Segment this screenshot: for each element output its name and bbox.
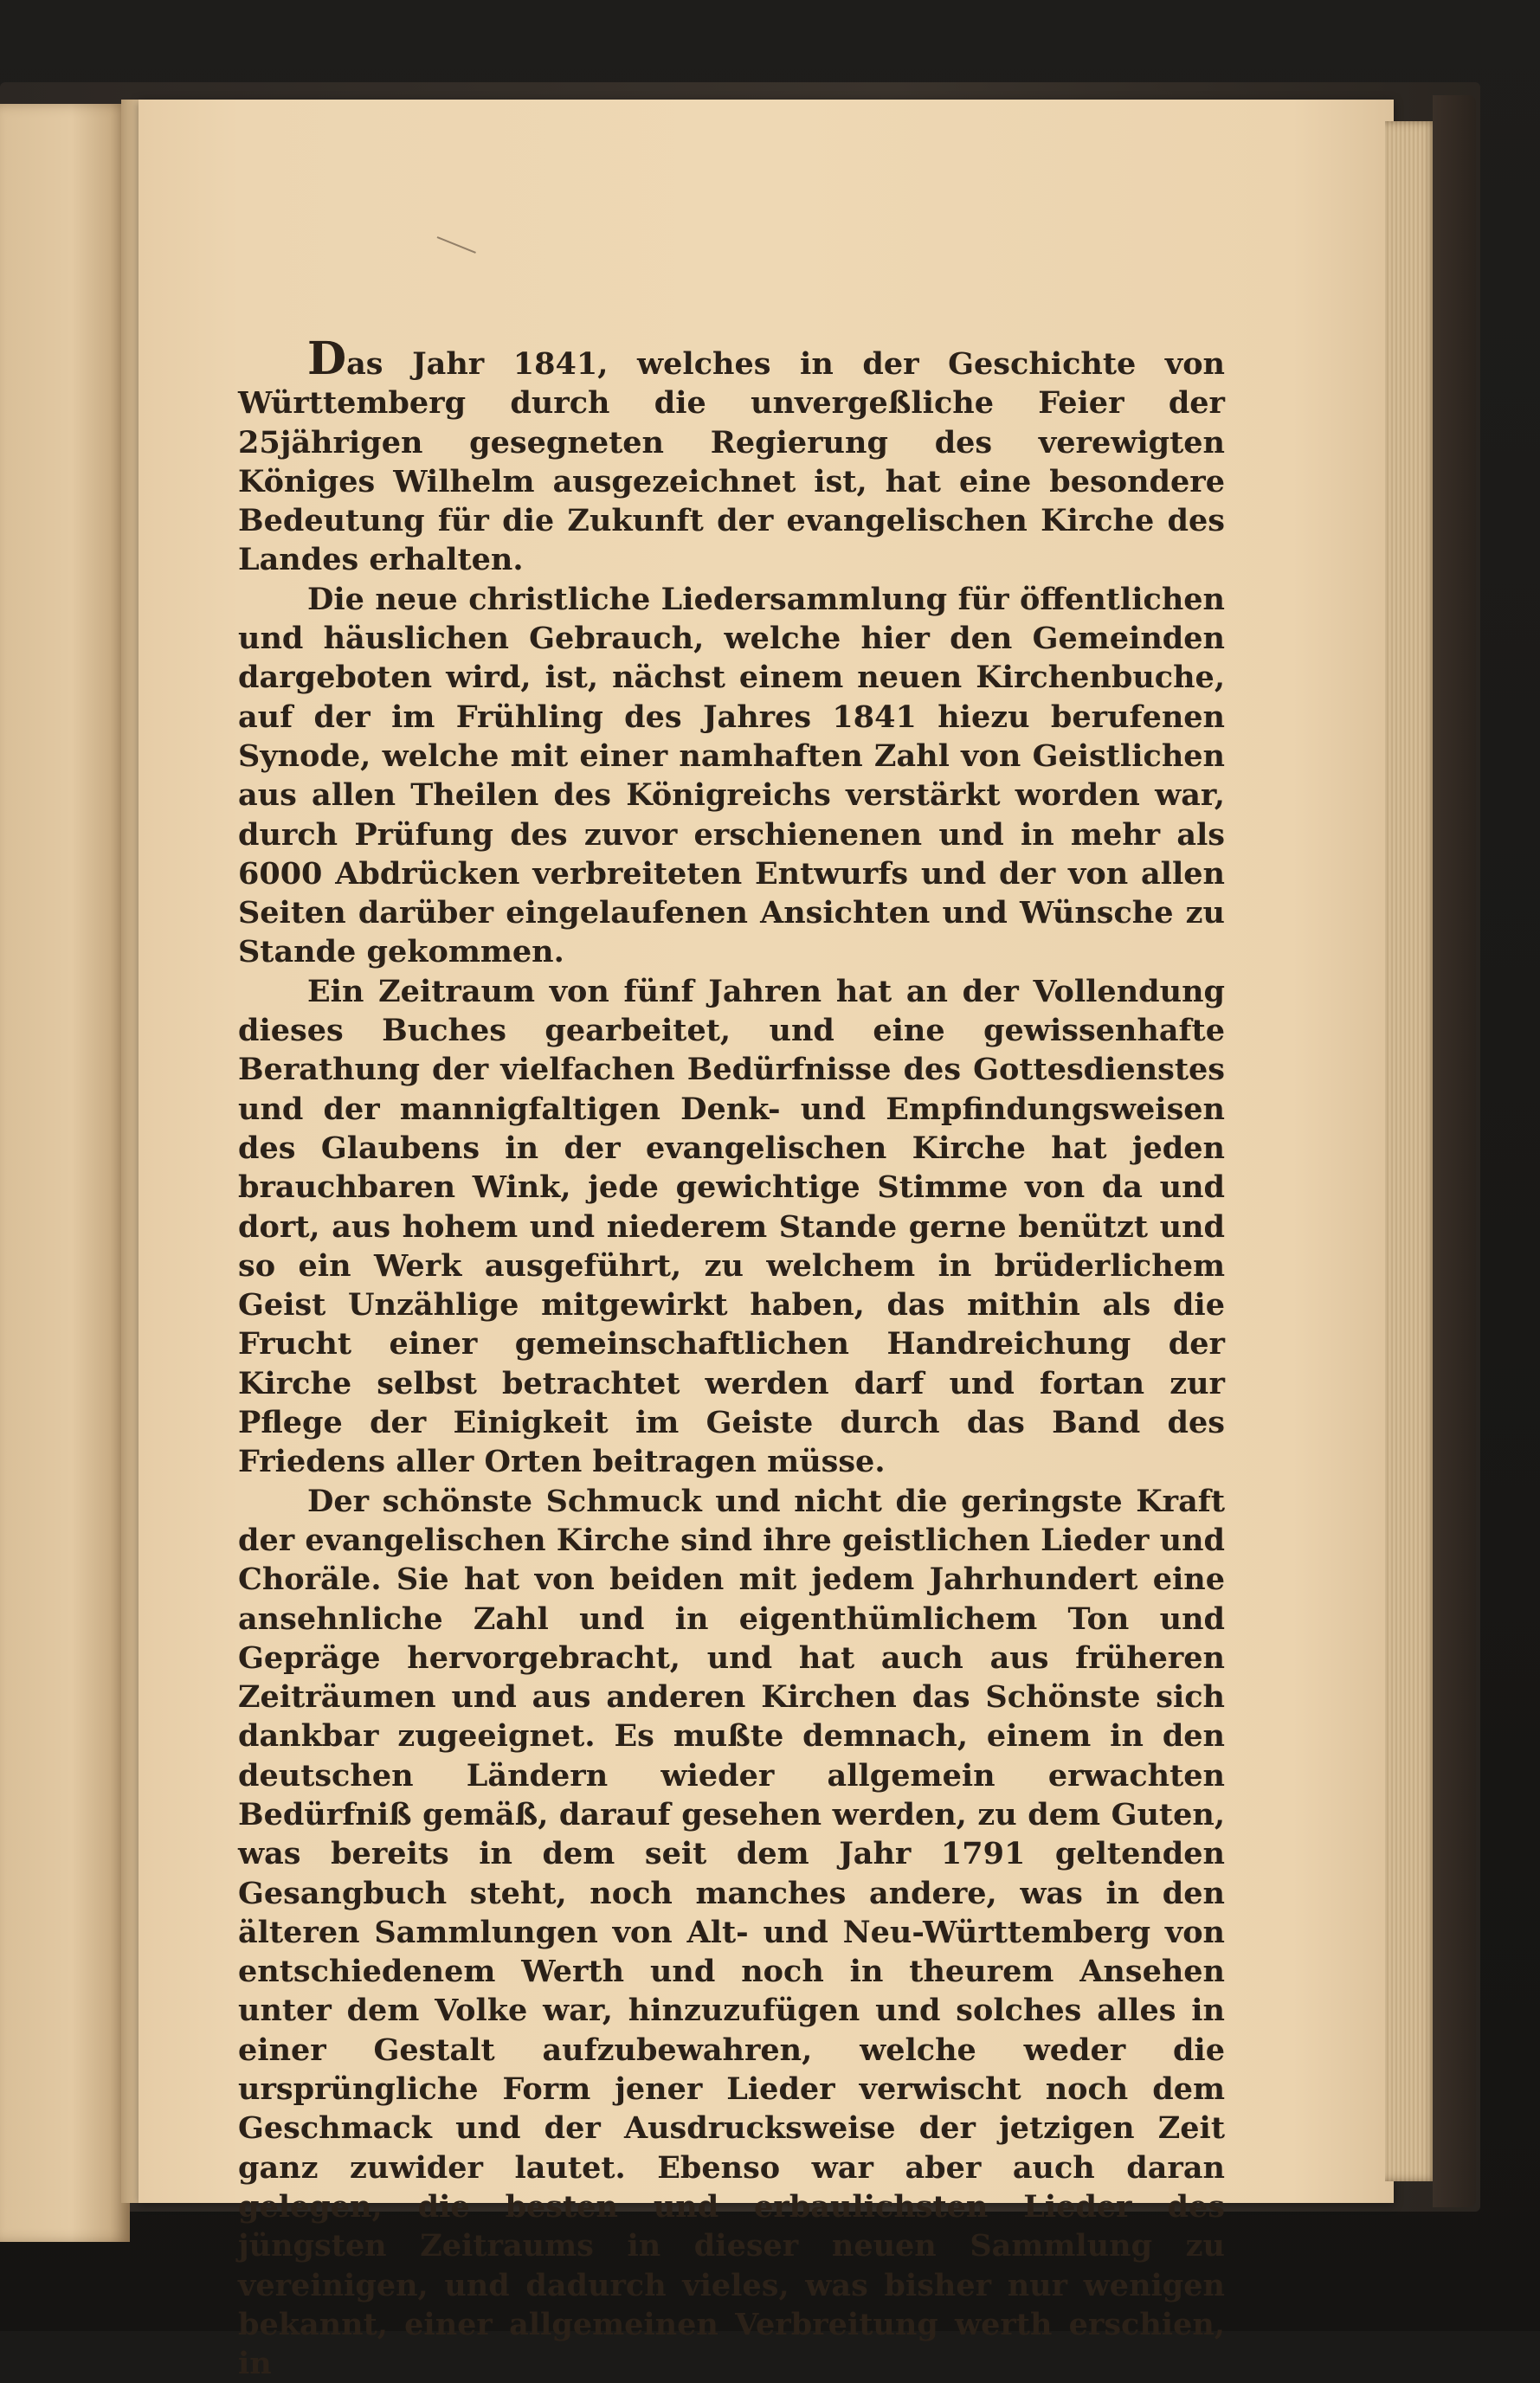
paragraph-4: Der schönste Schmuck und nicht die geringste Kraft der evangelischen Kirche sind ihre geistlichen Lieder und Choräle. Sie hat von beiden mit jedem Jahrhundert eine ansehnliche Zahl und in eigenthümlichem Ton und Gepräge hervorgebracht, und hat auch aus früheren Zeiträumen und aus anderen Kirchen das Schönste sich dankbar zugeeignet. Es mußte demnach, einem in den deutschen Ländern wieder allgemein erwachten Bedürfniß gemäß, darauf gesehen werden, zu dem Guten, was bereits in dem seit dem Jahr 1791 geltenden Gesangbuch steht, noch manches andere, was in den älteren Sammlungen von Alt- und Neu-Württemberg von entschiedenem Werth und noch in theurem Ansehen unter dem Volke war, hinzuzufügen und solches alles in einer Gestalt aufzubewahren, welche weder die ursprüngliche Form jener Lieder verwischt noch dem Geschmack und der Ausdrucksweise der jetzigen Zeit ganz zuwider lautet. Ebenso war aber auch daran gelegen, die besten und erbaulichsten Lieder des jüngsten Zeitraums in dieser neuen Sammlung zu vereinigen, und dadurch vieles, was bisher nur wenigen bekannt, einer allgemeinen Verbreitung werth erschien, in	[238, 1483, 1225, 2382]
paragraph-1	[238, 332, 1225, 580]
left-page-edge	[0, 104, 130, 2242]
paragraph-2: Die neue christliche Liedersammlung für öffentlichen und häuslichen Gebrauch, welche hier den Gemeinden dargeboten wird, ist, nächst einem neuen Kirchenbuche, auf der im Frühling des Jahres 1841 hiezu berufenen Synode, welche mit einer namhaften Zahl von Geistlichen aus allen Theilen des Königreichs verstärkt worden war, durch Prüfung des zuvor erschienenen und in mehr als 6000 Abdrücken verbreiteten Entwurfs und der von allen Seiten darüber eingelaufenen Ansichten und Wünsche zu Stande gekommen.	[238, 581, 1225, 970]
body-text	[238, 332, 1225, 2383]
book-cover-edge	[1433, 95, 1476, 2207]
drop-cap: D	[307, 332, 347, 385]
page-edges	[1385, 121, 1437, 2181]
paragraph-text: as Jahr 1841, welches in der Geschichte von Württemberg durch die unvergeßliche Feier der 25jährigen gesegneten Regierung des verewigten Königes Wilhelm ausgezeichnet ist, hat eine besondere Bedeutung für die Zukunft der evangelischen Kirche des Landes erhalten.	[238, 346, 1225, 578]
paragraph-3: Ein Zeitraum von fünf Jahren hat an der Vollendung dieses Buches gearbeitet, und eine gewissenhafte Berathung der vielfachen Bedürfnisse des Gottesdienstes und der mannigfaltigen Denk- und Empfindungsweisen des Glaubens in der evangelischen Kirche hat jeden brauchbaren Wink, jede gewichtige Stimme von da und dort, aus hohem und niederem Stande gerne benützt und so ein Werk ausgeführt, zu welchem in brüderlichem Geist Unzählige mitgewirkt haben, das mithin als die Frucht einer gemeinschaftlichen Handreichung der Kirche selbst betrachtet werden darf und fortan zur Pflege der Einigkeit im Geiste durch das Band des Friedens aller Orten beitragen müsse.	[238, 973, 1225, 1480]
